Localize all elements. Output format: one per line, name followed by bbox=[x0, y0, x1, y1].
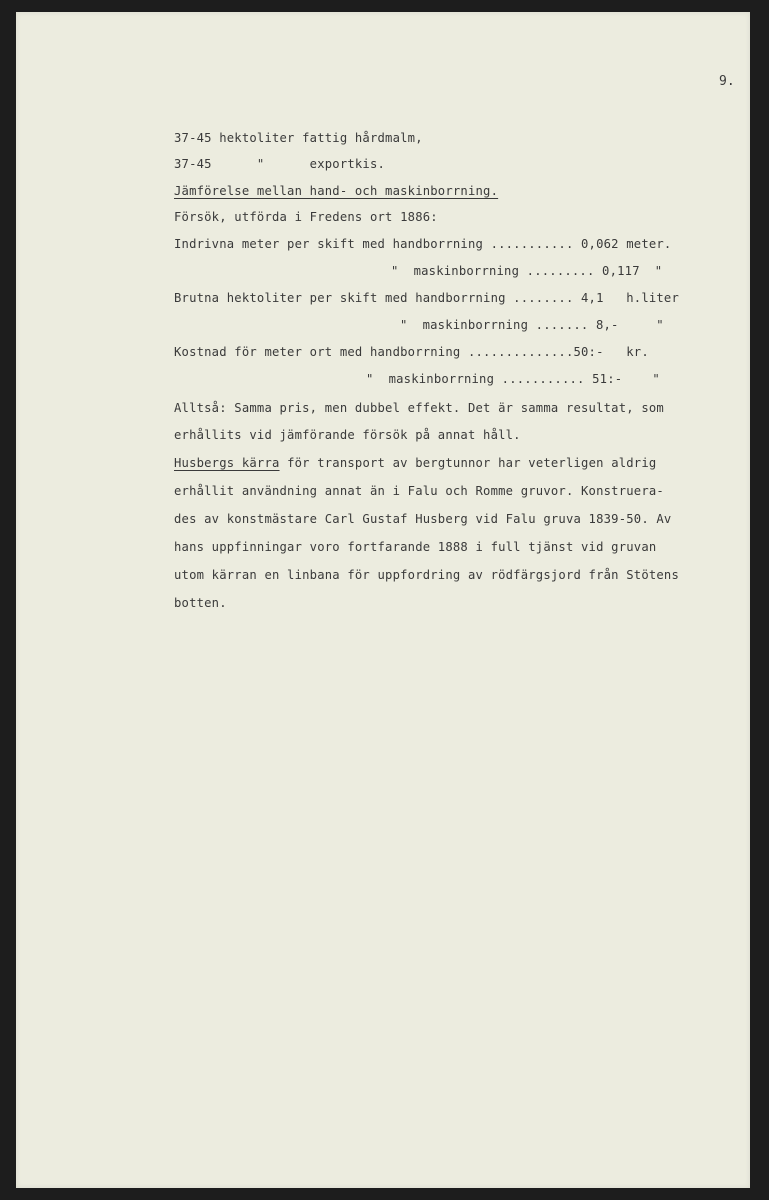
text-line-11: Alltså: Samma pris, men dubbel effekt. Det är samma resultat, som bbox=[174, 401, 664, 415]
husberg-heading: Husbergs kärra bbox=[174, 456, 280, 470]
page-number: 9. bbox=[719, 74, 735, 89]
text-line-9: Kostnad för meter ort med handborrning ..............50:- kr. bbox=[174, 345, 649, 359]
text-line-10: " maskinborrning ........... 51:- " bbox=[366, 372, 660, 386]
text-line-13-rest: för transport av bergtunnor har veterligen aldrig bbox=[287, 456, 657, 470]
text-line-15: des av konstmästare Carl Gustaf Husberg vid Falu gruva 1839-50. Av bbox=[174, 512, 672, 526]
text-line-16: hans uppfinningar voro fortfarande 1888 i full tjänst vid gruvan bbox=[174, 540, 657, 554]
text-line-6: " maskinborrning ......... 0,117 " bbox=[391, 264, 663, 278]
text-line-13 bbox=[174, 456, 656, 470]
text-line-8: " maskinborrning ....... 8,- " bbox=[400, 318, 664, 332]
text-line-7: Brutna hektoliter per skift med handborrning ........ 4,1 h.liter bbox=[174, 291, 680, 305]
text-line-12: erhållits vid jämförande försök på annat håll. bbox=[174, 428, 521, 442]
text-line-2: 37-45 " exportkis. bbox=[174, 157, 386, 171]
text-line-17: utom kärran en linbana för uppfordring av rödfärgsjord från Stötens bbox=[174, 568, 680, 582]
text-line-18: botten. bbox=[174, 596, 227, 610]
text-line-14: erhållit användning annat än i Falu och Romme gruvor. Konstruera- bbox=[174, 484, 664, 498]
text-line-1: 37-45 hektoliter fattig hårdmalm, bbox=[174, 131, 423, 145]
text-line-5: Indrivna meter per skift med handborrning ........... 0,062 meter. bbox=[174, 237, 672, 251]
document-page bbox=[16, 12, 750, 1188]
text-line-4: Försök, utförda i Fredens ort 1886: bbox=[174, 210, 438, 224]
section-heading: Jämförelse mellan hand- och maskinborrning. bbox=[174, 184, 499, 198]
